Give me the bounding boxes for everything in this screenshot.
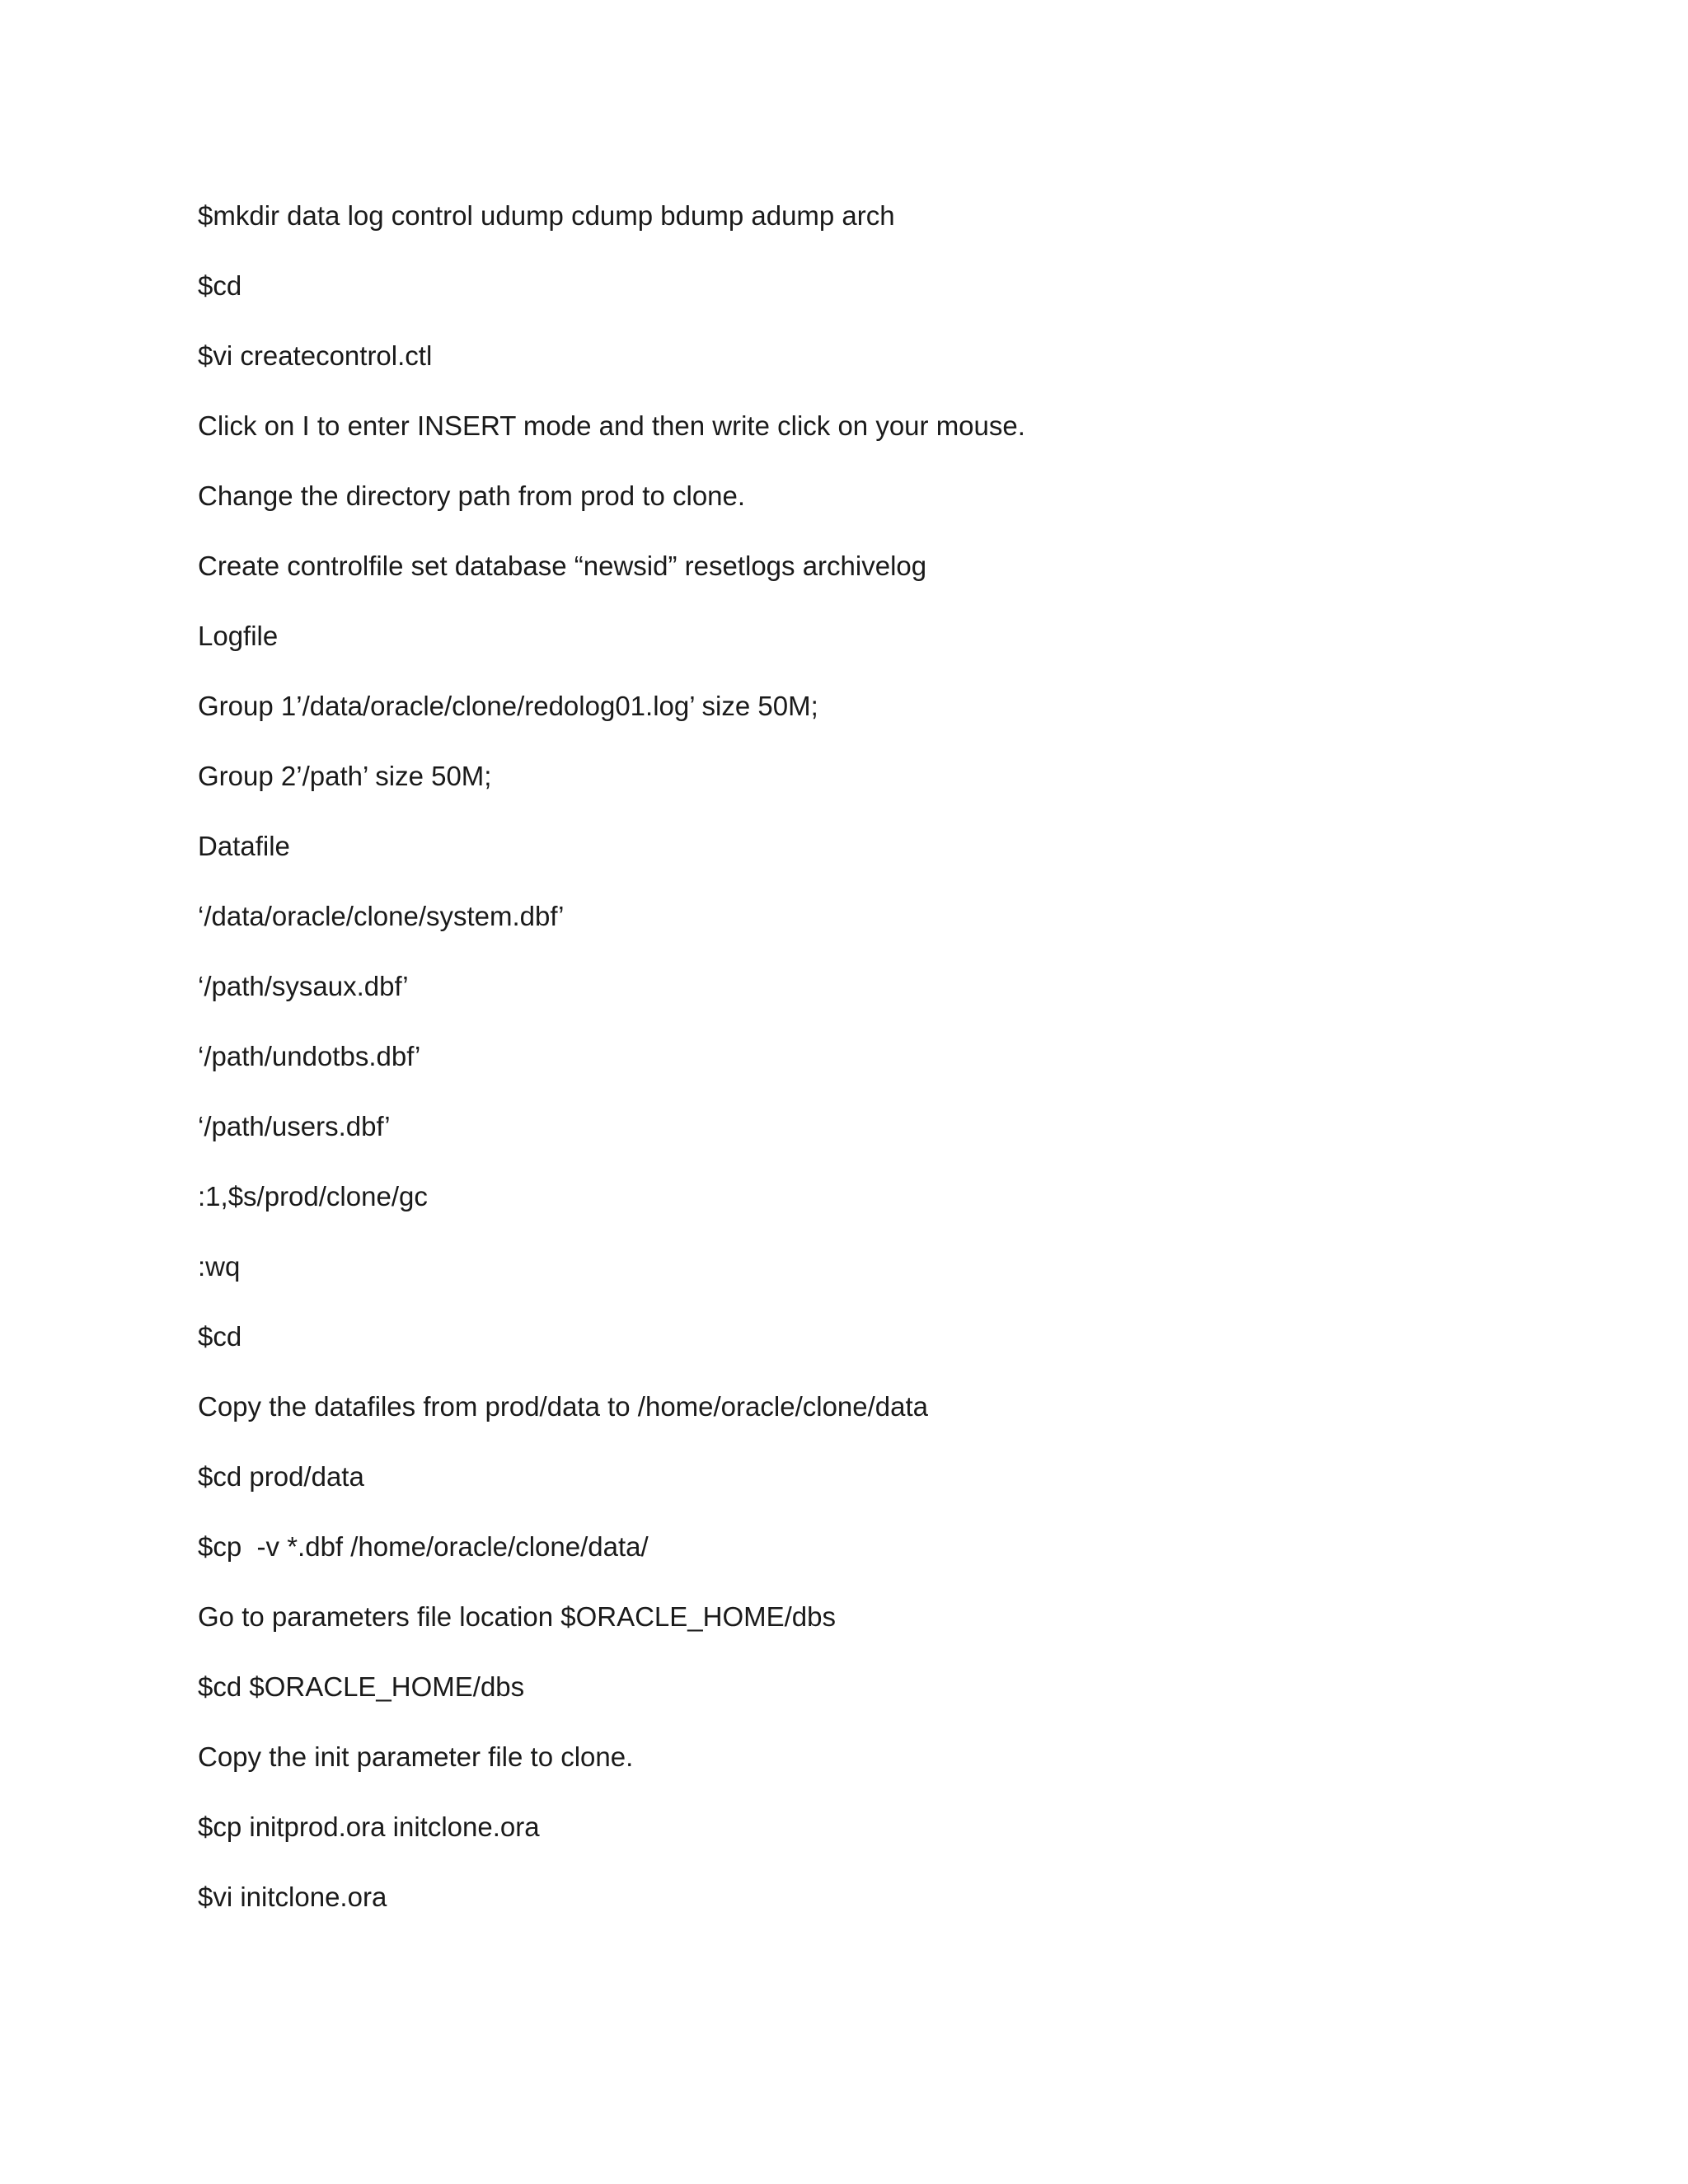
instruction-line: $cd $ORACLE_HOME/dbs xyxy=(198,1671,525,1702)
instruction-line: $cd xyxy=(198,1321,242,1352)
instruction-line: ‘/path/users.dbf’ xyxy=(198,1111,391,1141)
instruction-line: $vi createcontrol.ctl xyxy=(198,340,433,371)
instruction-line: :1,$s/prod/clone/gc xyxy=(198,1181,428,1212)
instruction-line: Change the directory path from prod to clone. xyxy=(198,480,746,511)
instruction-line: Create controlfile set database “newsid” resetlogs archivelog xyxy=(198,551,927,581)
instruction-line: $cp initprod.ora initclone.ora xyxy=(198,1811,540,1842)
instruction-line: Logfile xyxy=(198,621,279,651)
instruction-line: $cd prod/data xyxy=(198,1461,364,1492)
document-body xyxy=(198,198,1517,1949)
instruction-line: ‘/data/oracle/clone/system.dbf’ xyxy=(198,901,565,931)
instruction-line: :wq xyxy=(198,1251,241,1282)
instruction-line: $mkdir data log control udump cdump bdump adump arch xyxy=(198,200,895,231)
instruction-line: Group 2’/path’ size 50M; xyxy=(198,761,492,791)
instruction-line: Group 1’/data/oracle/clone/redolog01.log’ size 50M; xyxy=(198,691,818,721)
instruction-line: ‘/path/sysaux.dbf’ xyxy=(198,971,409,1001)
instruction-line: $cp -v *.dbf /home/oracle/clone/data/ xyxy=(198,1531,649,1562)
instruction-line: Go to parameters file location $ORACLE_HOME/dbs xyxy=(198,1601,837,1632)
instruction-line: Datafile xyxy=(198,831,290,861)
instruction-line: $vi initclone.ora xyxy=(198,1882,387,1912)
instruction-line: ‘/path/undotbs.dbf’ xyxy=(198,1041,421,1071)
instruction-line: Click on I to enter INSERT mode and then write click on your mouse. xyxy=(198,410,1025,441)
instruction-line: Copy the init parameter file to clone. xyxy=(198,1741,634,1772)
instruction-line: Copy the datafiles from prod/data to /home/oracle/clone/data xyxy=(198,1391,929,1422)
instruction-line: $cd xyxy=(198,270,242,301)
